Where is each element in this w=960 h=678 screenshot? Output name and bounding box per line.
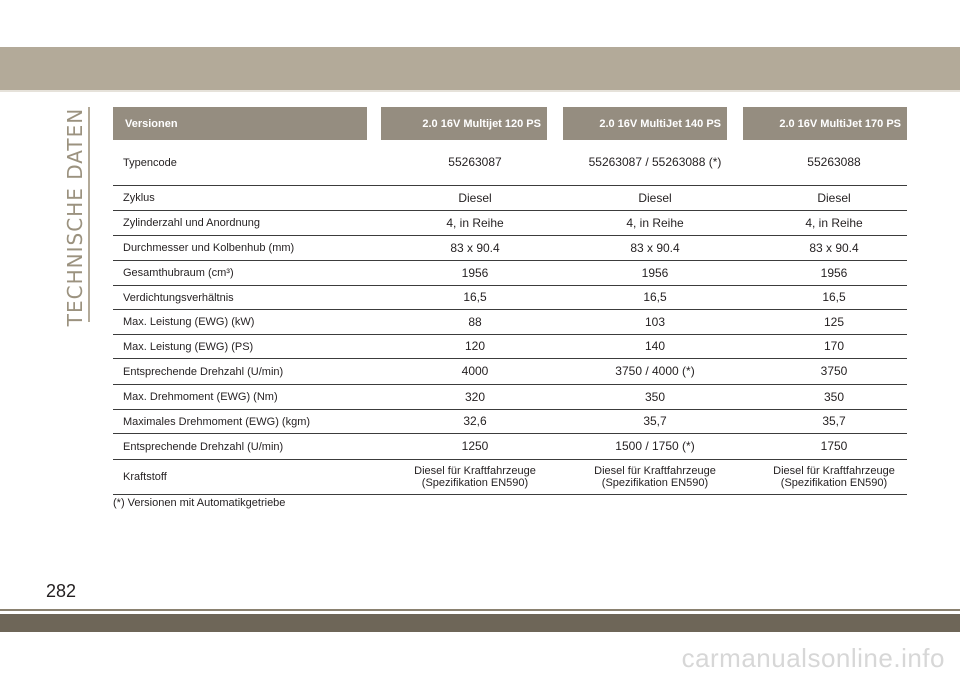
cell-value: Diesel für Kraftfahrzeuge (Spezifikation EN590) (594, 465, 716, 489)
cell-value: 1956 (820, 265, 848, 280)
section-title-text: TECHNISCHE DATEN (63, 107, 87, 327)
cell-value: 103 (644, 314, 666, 329)
table-row (113, 211, 907, 236)
cell-value: Diesel (817, 190, 851, 205)
cell-value: 3750 (820, 364, 848, 378)
cell-value: 83 x 90.4 (450, 240, 500, 255)
row-label: Max. Leistung (EWG) (PS) (123, 340, 254, 353)
header-band (0, 47, 960, 90)
table-row (113, 261, 907, 286)
cell-value: 1500 / 1750 (*) (615, 439, 695, 453)
cell-value: 1956 (461, 265, 489, 280)
footnote: (*) Versionen mit Automatikgetriebe (113, 497, 286, 509)
cell-value: 32,6 (463, 414, 487, 428)
table-row (113, 186, 907, 211)
row-label: Verdichtungsverhältnis (123, 291, 234, 304)
row-label: Kraftstoff (123, 471, 167, 483)
table-row (113, 236, 907, 261)
cell-value: 320 (464, 389, 486, 404)
row-label: Max. Leistung (EWG) (kW) (123, 316, 255, 328)
cell-value: Diesel für Kraftfahrzeuge (Spezifikation EN590) (773, 465, 895, 489)
table-row (113, 310, 907, 335)
specifications-table (113, 107, 907, 495)
header-versionen: Versionen (113, 107, 367, 140)
table-row (113, 286, 907, 310)
row-label: Entsprechende Drehzahl (U/min) (123, 440, 284, 453)
cell-value: 3750 / 4000 (*) (615, 364, 695, 378)
row-label: Maximales Drehmoment (EWG) (kgm) (123, 415, 311, 428)
header-divider (0, 90, 960, 92)
cell-value: 55263088 (807, 155, 861, 169)
cell-value: Diesel (638, 190, 672, 205)
cell-value: 55263087 / 55263088 (*) (588, 155, 722, 169)
cell-value: 4, in Reihe (446, 215, 504, 230)
cell-value: 16,5 (463, 290, 487, 304)
table-row (113, 335, 907, 359)
row-label: Zyklus (123, 192, 155, 204)
table-row (113, 410, 907, 434)
cell-value: Diesel (458, 190, 492, 205)
cell-value: 350 (644, 389, 666, 404)
table-header (113, 107, 907, 140)
table-row (113, 359, 907, 385)
table-row (113, 385, 907, 410)
table-row (113, 434, 907, 460)
row-label: Typencode (123, 156, 177, 169)
header-120ps: 2.0 16V Multijet 120 PS (381, 107, 547, 140)
footer-divider (0, 609, 960, 611)
row-label: Entsprechende Drehzahl (U/min) (123, 365, 284, 378)
cell-value: 83 x 90.4 (630, 240, 680, 255)
row-label: Max. Drehmoment (EWG) (Nm) (123, 391, 278, 403)
cell-value: 350 (823, 389, 845, 404)
header-140ps: 2.0 16V MultiJet 140 PS (563, 107, 727, 140)
cell-value: 120 (464, 339, 486, 353)
cell-value: 16,5 (822, 290, 846, 304)
footer-band (0, 614, 960, 632)
table-body (113, 140, 907, 495)
cell-value: 83 x 90.4 (809, 240, 859, 255)
cell-value: 55263087 (448, 155, 502, 169)
table-row (113, 460, 907, 495)
cell-value: Diesel für Kraftfahrzeuge (Spezifikation EN590) (414, 465, 536, 489)
section-title-rule (88, 107, 90, 322)
cell-value: 35,7 (822, 414, 846, 428)
table-row (113, 140, 907, 186)
row-label: Zylinderzahl und Anordnung (123, 217, 260, 229)
cell-value: 170 (823, 339, 845, 353)
row-label: Durchmesser und Kolbenhub (mm) (123, 242, 295, 254)
cell-value: 4, in Reihe (805, 215, 863, 230)
cell-value: 1956 (641, 265, 669, 280)
row-label: Gesamthubraum (cm³) (123, 267, 234, 279)
cell-value: 35,7 (643, 414, 667, 428)
cell-value: 4000 (461, 364, 489, 378)
page-number: 282 (46, 581, 77, 601)
watermark: carmanualsonline.info (681, 643, 945, 673)
section-title (40, 107, 110, 327)
cell-value: 1250 (461, 439, 489, 453)
cell-value: 16,5 (643, 290, 667, 304)
cell-value: 140 (644, 339, 666, 353)
header-170ps: 2.0 16V MultiJet 170 PS (743, 107, 907, 140)
cell-value: 125 (823, 314, 845, 329)
cell-value: 1750 (820, 439, 848, 453)
cell-value: 4, in Reihe (626, 215, 684, 230)
cell-value: 88 (468, 314, 482, 329)
